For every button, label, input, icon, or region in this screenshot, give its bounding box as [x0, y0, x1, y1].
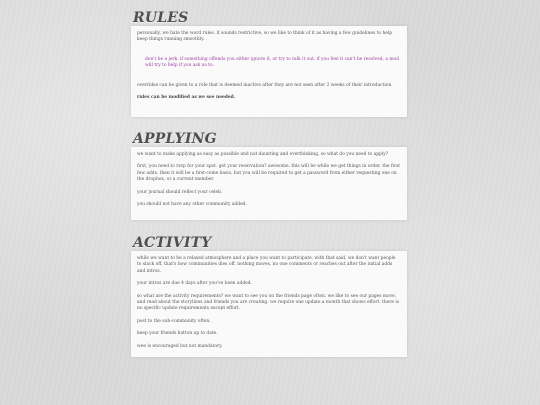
applying-heading: APPLYING: [133, 131, 217, 147]
rules-heading: RULES: [133, 10, 189, 26]
activity-heading: ACTIVITY: [133, 235, 212, 251]
rules-section: [131, 10, 407, 117]
applying-rsvp-text: first, you need to rsvp for your spot. got your reservation? awesome. this will be while we get things in order. the first few adds. then it will be a first-come basis. but you will be required to get a password from either requesting one on the dropbox, or a current member.: [137, 164, 400, 183]
applying-section: [131, 131, 407, 220]
applying-card: [131, 147, 407, 220]
activity-subcommunity-text: post to the sub-community often.: [137, 318, 211, 324]
activity-card: [131, 251, 407, 357]
applying-intro-text: we want to make applying as easy as possible and not daunting and overthinking, so what do you need to apply?: [137, 152, 389, 157]
applying-community-text: you should not have any other community added.: [137, 202, 247, 208]
rules-intro-text: personally, we hate the word rules. it sounds restrictive, so we like to think of it as having a few guidelines to help keep things running smoothly.: [137, 31, 393, 43]
activity-friends-button-text: keep your friends button up to date.: [137, 331, 218, 337]
applying-journal-text: your journal should reflect your celeb.: [137, 189, 223, 195]
activity-intro-text: while we want to be a relaxed atmosphere and a place you want to participate. with that said, we don't want people to slack off, that's how communities dies off. nothing moves, no one comments or reaches out after the initial adds and intros.: [137, 256, 396, 274]
rules-card: [131, 26, 407, 117]
activity-wee-text: wee is encouraged but not mandatory.: [137, 343, 223, 349]
activity-requirements-text: so what are the activity requirements? we want to see you on the friends page often. we like to see our pages move, and read about the storylines and friends you are creating. we require one update a month that shows effort. there is no specific update requirements except effort.: [137, 293, 400, 312]
rules-modified-text: rules can be modified as we see needed.: [137, 95, 236, 101]
rules-quote-text: don't be a jerk. if something offends you either ignore it, or try to talk it out. if you feel it can't be resolved, a mod will try to help if you ask us to.: [145, 56, 399, 69]
rules-override-text: overrides can be given to a role that is deemed inactive after they are not seen after 2 weeks of their introduction.: [137, 82, 393, 88]
activity-section: [131, 235, 407, 357]
activity-intros-due-text: your intros are due 4 days after you've been added.: [137, 281, 252, 287]
